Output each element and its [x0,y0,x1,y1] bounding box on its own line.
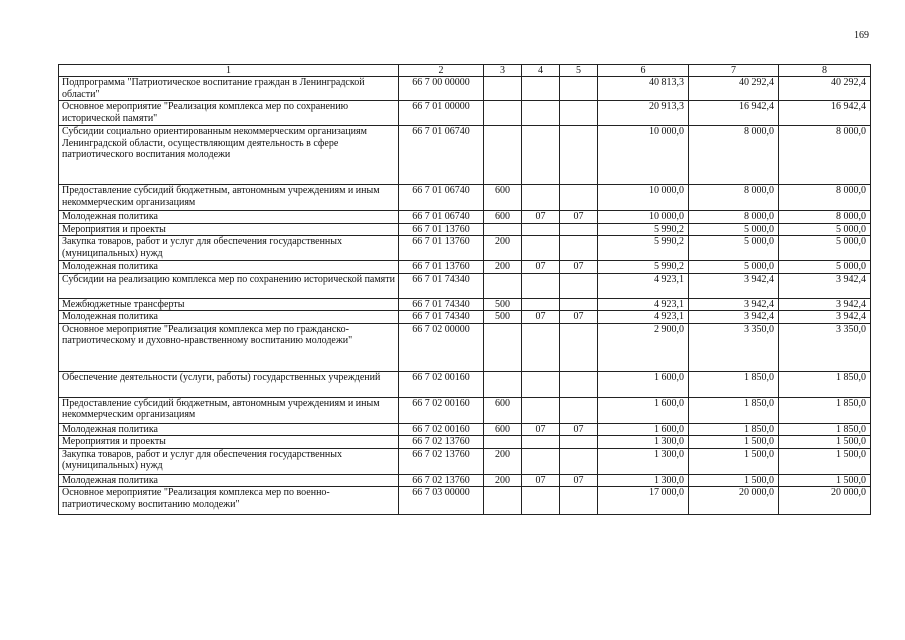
subsection-cell: 07 [560,474,598,487]
table-row [59,474,871,487]
subsection-cell [560,126,598,185]
code-cell: 66 7 01 74340 [399,311,484,324]
code-cell: 66 7 02 13760 [399,436,484,449]
expense-type-cell: 600 [484,423,522,436]
amount-col6-cell: 10 000,0 [598,126,689,185]
amount-col7-cell: 1 500,0 [689,436,779,449]
header-cell: 5 [560,65,598,77]
name-cell: Закупка товаров, работ и услуг для обеспечения государственных (муниципальных) нужд [59,236,399,261]
amount-col6-cell: 2 900,0 [598,323,689,371]
amount-col8-cell: 1 500,0 [779,474,871,487]
expense-type-cell [484,436,522,449]
header-cell: 1 [59,65,399,77]
section-cell: 07 [522,311,560,324]
section-cell [522,436,560,449]
subsection-cell [560,77,598,101]
subsection-cell [560,487,598,515]
section-cell [522,101,560,126]
section-cell: 07 [522,211,560,224]
amount-col6-cell: 5 990,2 [598,261,689,274]
amount-col6-cell: 1 600,0 [598,423,689,436]
amount-col8-cell: 8 000,0 [779,126,871,185]
section-cell [522,273,560,298]
expense-type-cell: 600 [484,397,522,423]
header-cell: 4 [522,65,560,77]
amount-col8-cell: 3 942,4 [779,298,871,311]
table-row [59,448,871,474]
amount-col7-cell: 3 942,4 [689,273,779,298]
name-cell: Субсидии социально ориентированным некоммерческим организациям Ленинградской области, осуществляющим деятельность в сфере патриотического воспитания молодежи [59,126,399,185]
expense-type-cell [484,77,522,101]
expense-type-cell [484,487,522,515]
amount-col7-cell: 16 942,4 [689,101,779,126]
code-cell: 66 7 01 06740 [399,211,484,224]
table-row [59,236,871,261]
code-cell: 66 7 01 74340 [399,273,484,298]
amount-col6-cell: 20 913,3 [598,101,689,126]
section-cell [522,323,560,371]
expense-type-cell [484,126,522,185]
amount-col7-cell: 5 000,0 [689,261,779,274]
amount-col6-cell: 1 300,0 [598,448,689,474]
subsection-cell [560,236,598,261]
amount-col8-cell: 1 850,0 [779,397,871,423]
amount-col8-cell: 3 350,0 [779,323,871,371]
amount-col8-cell: 1 850,0 [779,371,871,397]
name-cell: Основное мероприятие "Реализация комплекса мер по гражданско-патриотическому и духовно-нравственному воспитанию молодежи" [59,323,399,371]
amount-col8-cell: 5 000,0 [779,223,871,236]
expense-type-cell: 600 [484,211,522,224]
amount-col7-cell: 3 350,0 [689,323,779,371]
code-cell: 66 7 02 00160 [399,397,484,423]
name-cell: Молодежная политика [59,423,399,436]
amount-col6-cell: 5 990,2 [598,223,689,236]
table-row [59,397,871,423]
page-number: 169 [854,30,869,41]
code-cell: 66 7 02 13760 [399,448,484,474]
section-cell [522,77,560,101]
section-cell: 07 [522,474,560,487]
amount-col6-cell: 4 923,1 [598,311,689,324]
amount-col6-cell: 1 600,0 [598,371,689,397]
section-cell [522,448,560,474]
amount-col7-cell: 3 942,4 [689,311,779,324]
section-cell: 07 [522,423,560,436]
amount-col7-cell: 5 000,0 [689,223,779,236]
header-cell: 2 [399,65,484,77]
table-row [59,261,871,274]
amount-col6-cell: 4 923,1 [598,298,689,311]
budget-table [58,64,871,515]
subsection-cell [560,448,598,474]
subsection-cell: 07 [560,211,598,224]
amount-col7-cell: 1 500,0 [689,474,779,487]
table-row [59,211,871,224]
subsection-cell: 07 [560,423,598,436]
name-cell: Молодежная политика [59,211,399,224]
expense-type-cell: 600 [484,185,522,211]
name-cell: Молодежная политика [59,474,399,487]
amount-col6-cell: 1 600,0 [598,397,689,423]
expense-type-cell: 200 [484,474,522,487]
expense-type-cell [484,371,522,397]
amount-col8-cell: 3 942,4 [779,311,871,324]
code-cell: 66 7 02 00160 [399,371,484,397]
table-row [59,311,871,324]
section-cell: 07 [522,261,560,274]
amount-col7-cell: 20 000,0 [689,487,779,515]
amount-col8-cell: 16 942,4 [779,101,871,126]
subsection-cell [560,371,598,397]
expense-type-cell [484,273,522,298]
subsection-cell: 07 [560,261,598,274]
code-cell: 66 7 00 00000 [399,77,484,101]
section-cell [522,487,560,515]
table-row [59,298,871,311]
name-cell: Субсидии на реализацию комплекса мер по сохранению исторической памяти [59,273,399,298]
table-row [59,423,871,436]
name-cell: Обеспечение деятельности (услуги, работы) государственных учреждений [59,371,399,397]
subsection-cell [560,436,598,449]
amount-col8-cell: 1 500,0 [779,436,871,449]
amount-col6-cell: 10 000,0 [598,211,689,224]
header-cell: 8 [779,65,871,77]
amount-col6-cell: 4 923,1 [598,273,689,298]
subsection-cell [560,185,598,211]
amount-col8-cell: 20 000,0 [779,487,871,515]
table-row [59,101,871,126]
amount-col7-cell: 5 000,0 [689,236,779,261]
subsection-cell [560,223,598,236]
name-cell: Мероприятия и проекты [59,436,399,449]
code-cell: 66 7 03 00000 [399,487,484,515]
name-cell: Предоставление субсидий бюджетным, автономным учреждениям и иным некоммерческим организациям [59,185,399,211]
section-cell [522,126,560,185]
section-cell [522,223,560,236]
subsection-cell [560,101,598,126]
table-row [59,487,871,515]
amount-col8-cell: 5 000,0 [779,261,871,274]
name-cell: Подпрограмма "Патриотическое воспитание граждан в Ленинградской области" [59,77,399,101]
code-cell: 66 7 01 13760 [399,261,484,274]
amount-col6-cell: 10 000,0 [598,185,689,211]
expense-type-cell [484,101,522,126]
expense-type-cell [484,223,522,236]
amount-col8-cell: 3 942,4 [779,273,871,298]
table-row [59,273,871,298]
code-cell: 66 7 01 13760 [399,236,484,261]
code-cell: 66 7 01 13760 [399,223,484,236]
amount-col6-cell: 1 300,0 [598,474,689,487]
section-cell [522,236,560,261]
subsection-cell [560,397,598,423]
name-cell: Предоставление субсидий бюджетным, автономным учреждениям и иным некоммерческим организациям [59,397,399,423]
section-cell [522,298,560,311]
amount-col8-cell: 8 000,0 [779,211,871,224]
expense-type-cell: 200 [484,236,522,261]
table-row [59,77,871,101]
amount-col8-cell: 40 292,4 [779,77,871,101]
name-cell: Молодежная политика [59,261,399,274]
code-cell: 66 7 02 00160 [399,423,484,436]
name-cell: Мероприятия и проекты [59,223,399,236]
name-cell: Межбюджетные трансферты [59,298,399,311]
expense-type-cell [484,323,522,371]
code-cell: 66 7 01 06740 [399,185,484,211]
amount-col8-cell: 1 500,0 [779,448,871,474]
table-header-row [59,65,871,77]
table-row [59,323,871,371]
code-cell: 66 7 01 00000 [399,101,484,126]
amount-col6-cell: 5 990,2 [598,236,689,261]
subsection-cell [560,273,598,298]
amount-col8-cell: 8 000,0 [779,185,871,211]
amount-col6-cell: 1 300,0 [598,436,689,449]
code-cell: 66 7 02 00000 [399,323,484,371]
table-row [59,126,871,185]
amount-col7-cell: 8 000,0 [689,185,779,211]
expense-type-cell: 500 [484,298,522,311]
header-cell: 3 [484,65,522,77]
expense-type-cell: 200 [484,448,522,474]
name-cell: Основное мероприятие "Реализация комплекса мер по сохранению исторической памяти" [59,101,399,126]
expense-type-cell: 500 [484,311,522,324]
amount-col7-cell: 1 500,0 [689,448,779,474]
amount-col8-cell: 1 850,0 [779,423,871,436]
amount-col7-cell: 1 850,0 [689,423,779,436]
amount-col7-cell: 8 000,0 [689,211,779,224]
name-cell: Основное мероприятие "Реализация комплекса мер по военно-патриотическому воспитанию молодежи" [59,487,399,515]
section-cell [522,371,560,397]
code-cell: 66 7 02 13760 [399,474,484,487]
subsection-cell [560,323,598,371]
section-cell [522,397,560,423]
name-cell: Закупка товаров, работ и услуг для обеспечения государственных (муниципальных) нужд [59,448,399,474]
amount-col7-cell: 1 850,0 [689,371,779,397]
header-cell: 6 [598,65,689,77]
code-cell: 66 7 01 06740 [399,126,484,185]
header-cell: 7 [689,65,779,77]
code-cell: 66 7 01 74340 [399,298,484,311]
subsection-cell: 07 [560,311,598,324]
amount-col7-cell: 3 942,4 [689,298,779,311]
section-cell [522,185,560,211]
amount-col8-cell: 5 000,0 [779,236,871,261]
amount-col6-cell: 40 813,3 [598,77,689,101]
amount-col7-cell: 40 292,4 [689,77,779,101]
amount-col7-cell: 1 850,0 [689,397,779,423]
table-row [59,185,871,211]
table-row [59,436,871,449]
table-row [59,223,871,236]
amount-col6-cell: 17 000,0 [598,487,689,515]
name-cell: Молодежная политика [59,311,399,324]
amount-col7-cell: 8 000,0 [689,126,779,185]
table-row [59,371,871,397]
expense-type-cell: 200 [484,261,522,274]
subsection-cell [560,298,598,311]
